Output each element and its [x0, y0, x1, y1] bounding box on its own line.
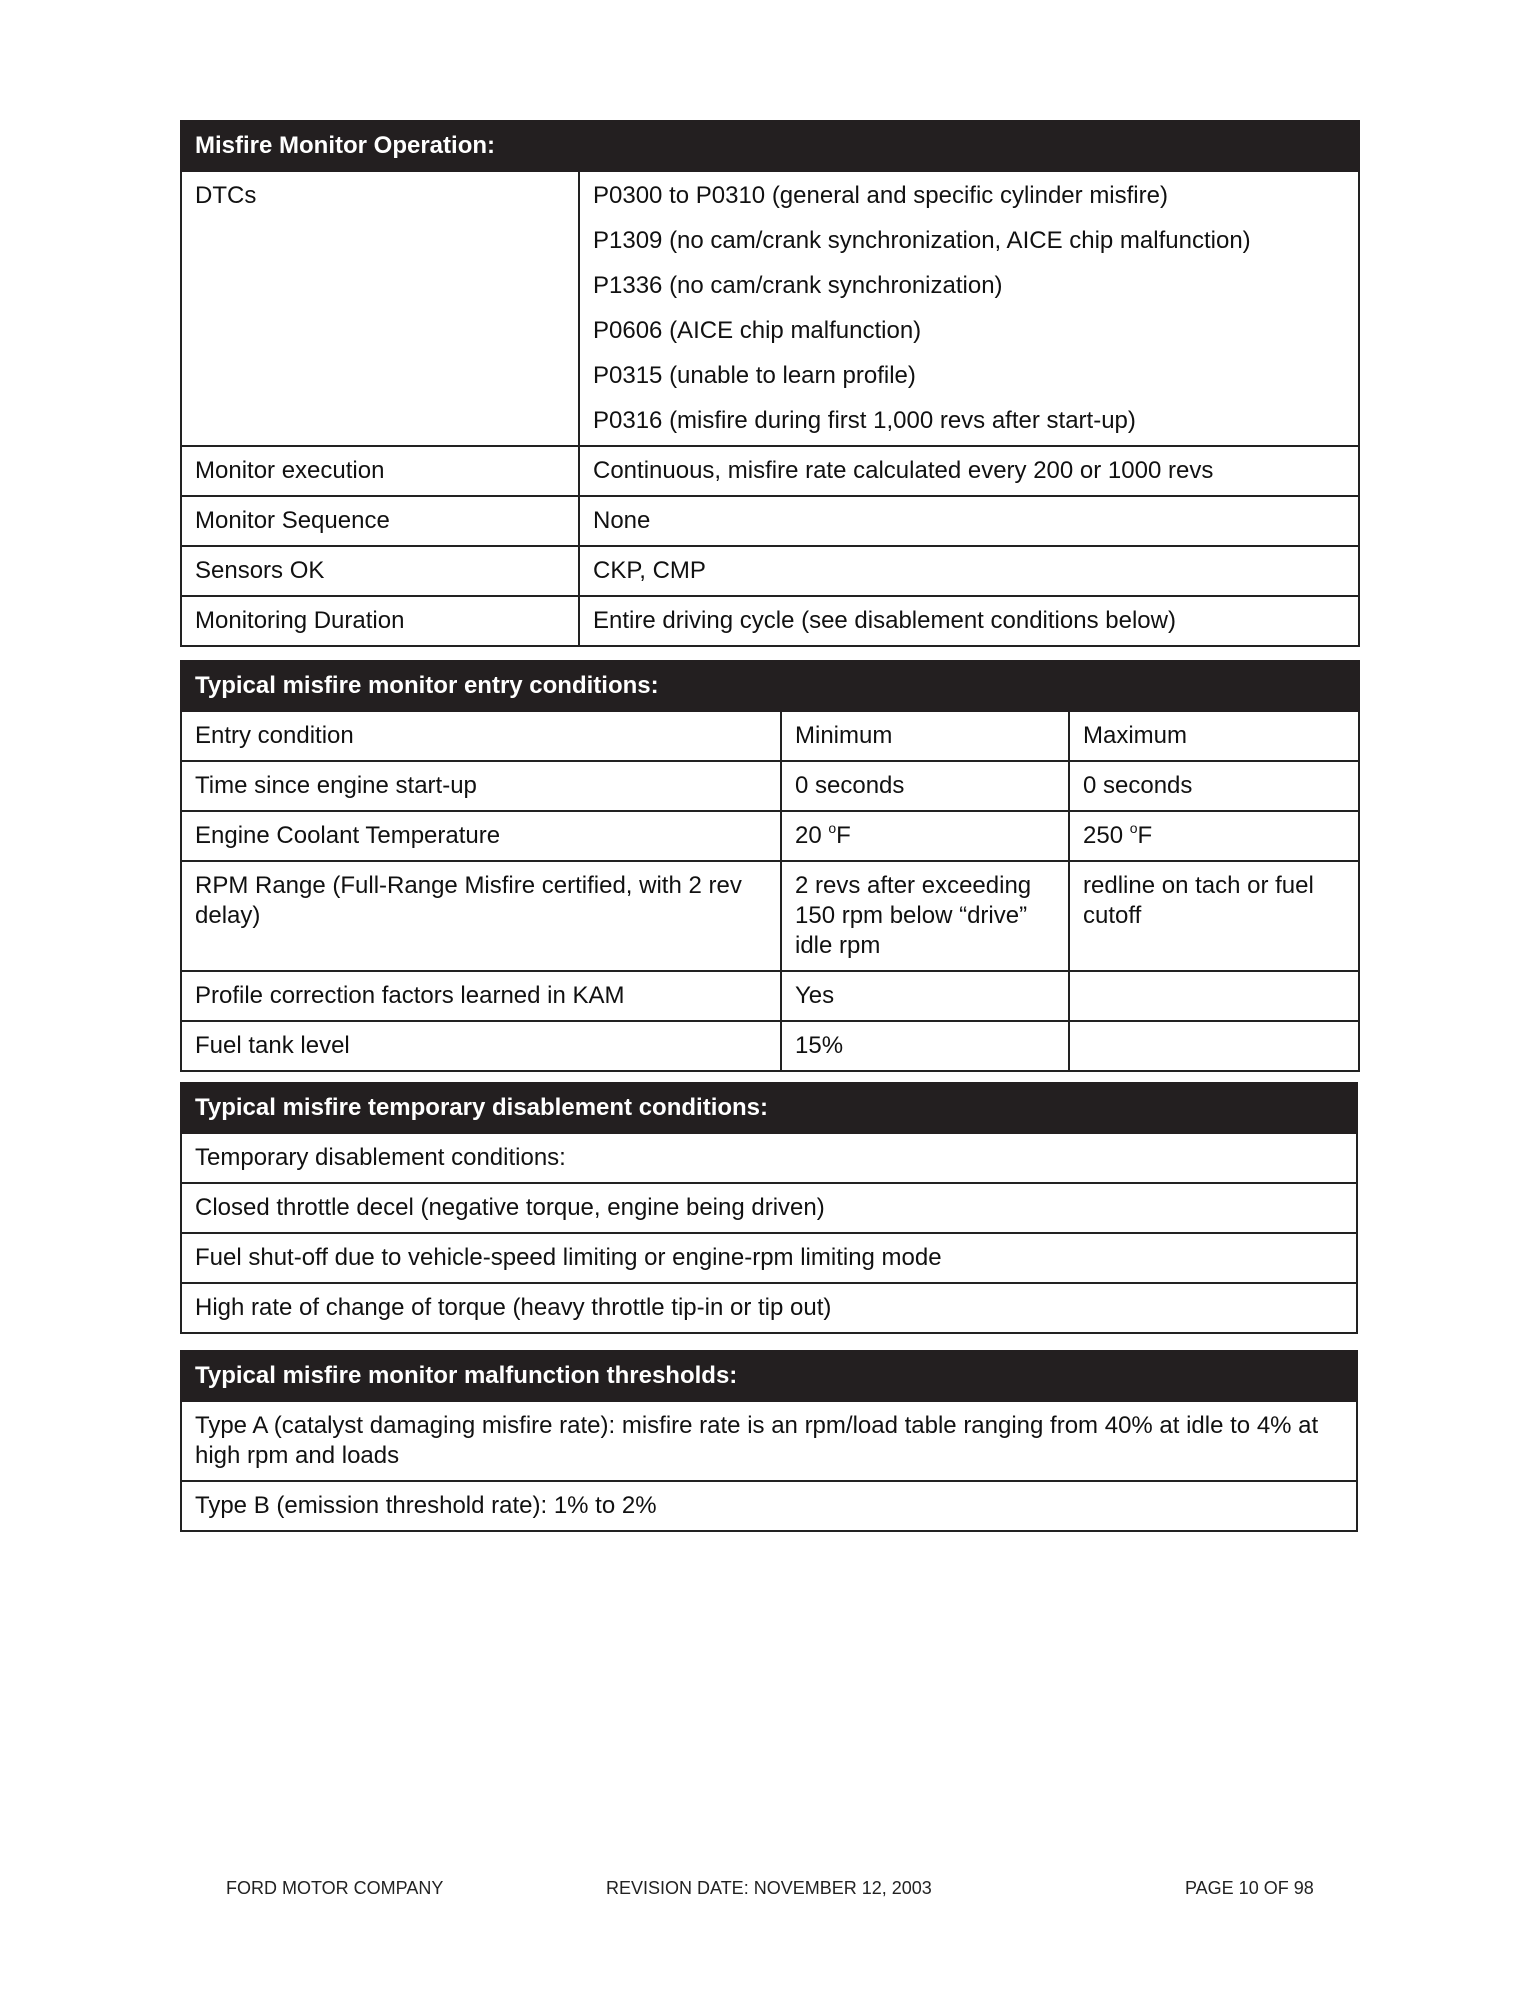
table-row [181, 1283, 1357, 1333]
dtc-item: P0316 (misfire during first 1,000 revs after start-up) [593, 407, 1136, 434]
table-title: Typical misfire monitor malfunction thresholds: [181, 1351, 1357, 1401]
row-label: Monitoring Duration [181, 596, 579, 646]
condition-cell: Time since engine start-up [181, 761, 781, 811]
threshold-item: Type B (emission threshold rate): 1% to 2% [181, 1481, 1357, 1531]
min-cell [781, 811, 1069, 861]
table-row [181, 446, 1359, 496]
degree-symbol: o [1129, 820, 1138, 836]
table-row [181, 1481, 1357, 1531]
table-row [181, 1401, 1357, 1481]
condition-cell: Fuel tank level [181, 1021, 781, 1071]
column-header: Minimum [781, 711, 1069, 761]
column-header: Maximum [1069, 711, 1359, 761]
max-value: 250 [1083, 822, 1124, 849]
min-cell: 0 seconds [781, 761, 1069, 811]
dtcs-label: DTCs [181, 171, 579, 446]
table-row [181, 1021, 1359, 1071]
condition-cell: Profile correction factors learned in KAM [181, 971, 781, 1021]
row-value: None [579, 496, 1359, 546]
row-value: CKP, CMP [579, 546, 1359, 596]
dtc-item: P0300 to P0310 (general and specific cylinder misfire) [593, 182, 1168, 209]
threshold-item: Type A (catalyst damaging misfire rate): misfire rate is an rpm/load table ranging from 40% at idle to 4% at high rpm and loads [181, 1401, 1357, 1481]
row-value: Continuous, misfire rate calculated every 200 or 1000 revs [579, 446, 1359, 496]
entry-conditions-table [180, 660, 1360, 1072]
dtc-item: P1309 (no cam/crank synchronization, AICE chip malfunction) [593, 227, 1251, 254]
temp-unit: F [1137, 822, 1153, 849]
row-label: Monitor Sequence [181, 496, 579, 546]
footer-company: FORD MOTOR COMPANY [226, 1878, 444, 1898]
row-label: Sensors OK [181, 546, 579, 596]
disablement-condition: Closed throttle decel (negative torque, engine being driven) [181, 1183, 1357, 1233]
dtc-item: P0315 (unable to learn profile) [593, 362, 916, 389]
column-header: Entry condition [181, 711, 781, 761]
table-title: Typical misfire temporary disablement conditions: [181, 1083, 1357, 1133]
disablement-condition: Temporary disablement conditions: [181, 1133, 1357, 1183]
misfire-monitor-operation-table [180, 120, 1360, 647]
dtc-item: P0606 (AICE chip malfunction) [593, 317, 922, 344]
footer-page-number: PAGE 10 OF 98 [1185, 1878, 1314, 1898]
table-row [181, 1183, 1357, 1233]
row-value: Entire driving cycle (see disablement conditions below) [579, 596, 1359, 646]
max-cell [1069, 971, 1359, 1021]
disablement-conditions-table [180, 1082, 1358, 1334]
table-title: Typical misfire monitor entry conditions: [181, 661, 1359, 711]
malfunction-thresholds-table [180, 1350, 1358, 1532]
table-row [181, 596, 1359, 646]
disablement-condition: Fuel shut-off due to vehicle-speed limiting or engine-rpm limiting mode [181, 1233, 1357, 1283]
degree-symbol: o [828, 820, 837, 836]
table-header-row [181, 711, 1359, 761]
table-title: Misfire Monitor Operation: [181, 121, 1359, 171]
condition-cell: RPM Range (Full-Range Misfire certified, with 2 rev delay) [181, 861, 781, 971]
footer-revision-date: REVISION DATE: NOVEMBER 12, 2003 [606, 1878, 932, 1898]
table-row [181, 761, 1359, 811]
max-cell: redline on tach or fuel cutoff [1069, 861, 1359, 971]
dtcs-list [579, 171, 1359, 446]
table-row [181, 1133, 1357, 1183]
table-row [181, 971, 1359, 1021]
table-row [181, 811, 1359, 861]
table-row [181, 171, 1359, 446]
max-cell [1069, 1021, 1359, 1071]
min-cell: 2 revs after exceeding 150 rpm below “drive” idle rpm [781, 861, 1069, 971]
min-cell: Yes [781, 971, 1069, 1021]
condition-cell: Engine Coolant Temperature [181, 811, 781, 861]
temp-unit: F [836, 822, 851, 849]
row-label: Monitor execution [181, 446, 579, 496]
disablement-condition: High rate of change of torque (heavy throttle tip-in or tip out) [181, 1283, 1357, 1333]
dtc-item: P1336 (no cam/crank synchronization) [593, 272, 1003, 299]
table-row [181, 861, 1359, 971]
max-cell [1069, 811, 1359, 861]
min-value: 20 [795, 822, 822, 849]
table-row [181, 496, 1359, 546]
table-row [181, 1233, 1357, 1283]
max-cell: 0 seconds [1069, 761, 1359, 811]
table-row [181, 546, 1359, 596]
min-cell: 15% [781, 1021, 1069, 1071]
